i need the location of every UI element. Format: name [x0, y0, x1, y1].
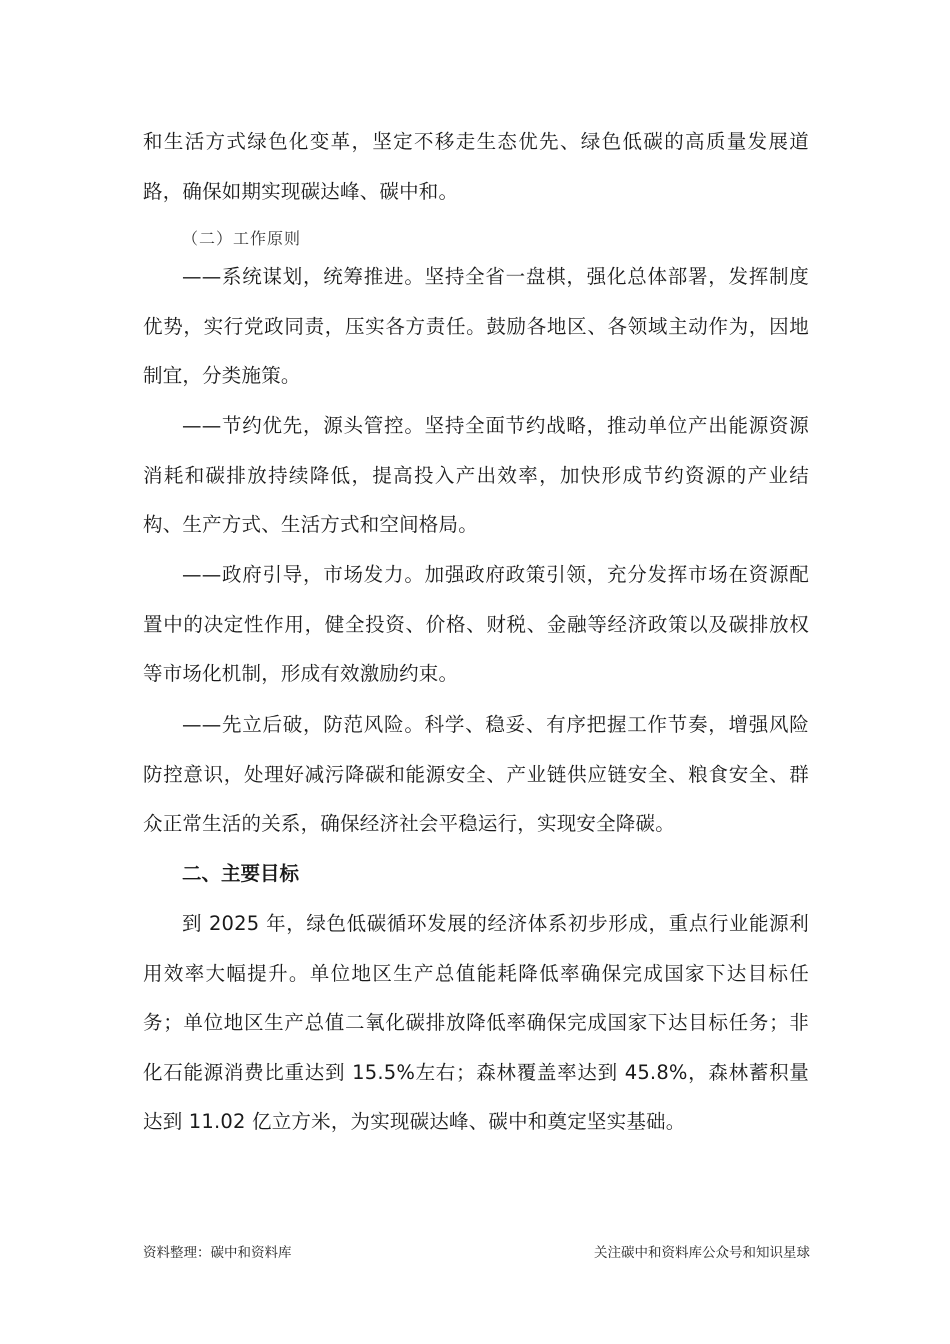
subsection-heading: （二）工作原则 — [182, 229, 302, 248]
footer-source: 资料整理：碳中和资料库 — [143, 1245, 292, 1261]
principle-paragraph-4: ——先立后破，防范风险。科学、稳妥、有序把握工作节奏，增强风险防控意识，处理好减污降碳和能源安全、产业链供应链安全、粮食安全、群众正常生活的关系，确保经济社会平稳运行，实现安全降碳。 — [143, 713, 809, 835]
intro-continuation-paragraph: 和生活方式绿色化变革，坚定不移走生态优先、绿色低碳的高质量发展道路，确保如期实现碳达峰、碳中和。 — [143, 130, 809, 203]
principle-paragraph-2: ——节约优先，源头管控。坚持全面节约战略，推动单位产出能源资源消耗和碳排放持续降低，提高投入产出效率，加快形成节约资源的产业结构、生产方式、生活方式和空间格局。 — [143, 414, 809, 536]
principle-paragraph-1: ——系统谋划，统筹推进。坚持全省一盘棋，强化总体部署，发挥制度优势，实行党政同责，压实各方责任。鼓励各地区、各领域主动作为，因地制宜，分类施策。 — [143, 265, 809, 387]
footer-follow-note: 关注碳中和资料库公众号和知识星球 — [594, 1245, 810, 1261]
targets-paragraph: 到 2025 年，绿色低碳循环发展的经济体系初步形成，重点行业能源利用效率大幅提升。单位地区生产总值能耗降低率确保完成国家下达目标任务；单位地区生产总值二氧化碳排放降低率确保完成国家下达目标任务；非化石能源消费比重达到 15.5%左右；森林覆盖率达到 45.8%，森林蓄积量达到 11.02 亿立方米，为实现碳达峰、碳中和奠定坚实基础。 — [143, 912, 809, 1133]
principle-paragraph-3: ——政府引导，市场发力。加强政府政策引领，充分发挥市场在资源配置中的决定性作用，健全投资、价格、财税、金融等经济政策以及碳排放权等市场化机制，形成有效激励约束。 — [143, 563, 809, 685]
section-heading: 二、主要目标 — [182, 862, 300, 885]
